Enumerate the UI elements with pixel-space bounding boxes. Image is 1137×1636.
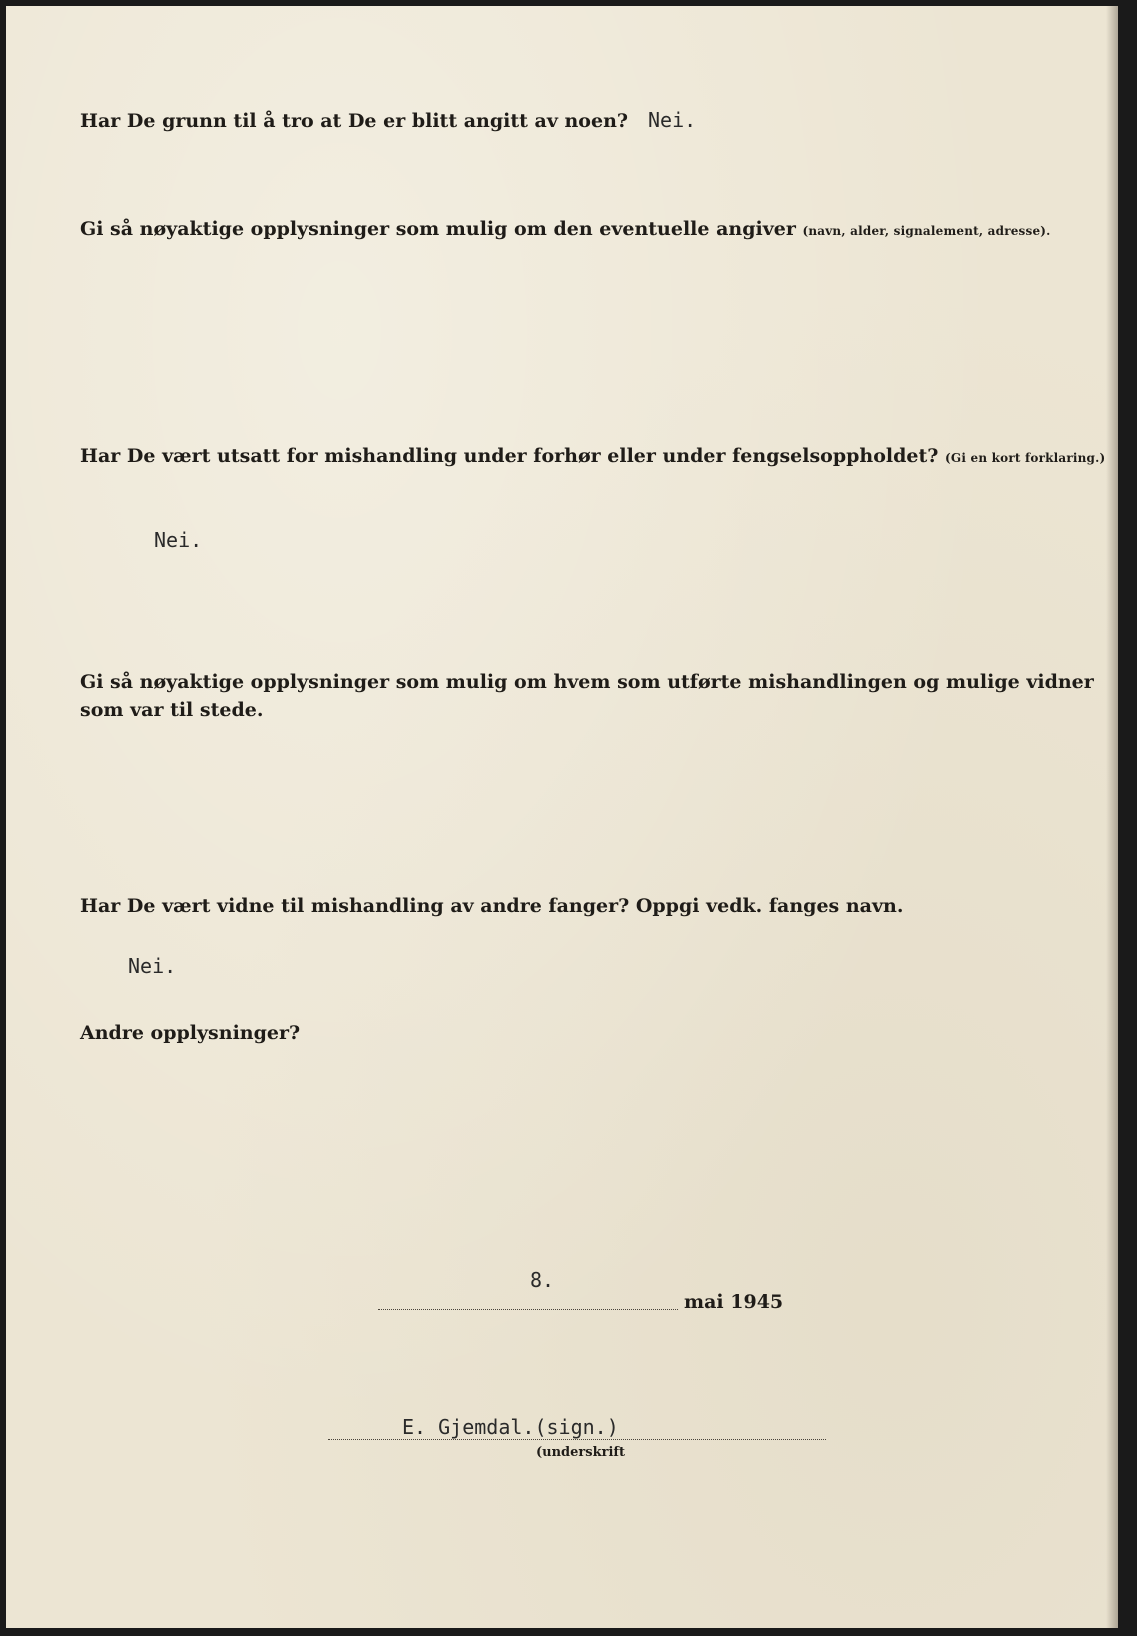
question-informer-note: (navn, alder, signalement, adresse). <box>802 224 1051 238</box>
question-perpetrators-line1: Gi så nøyaktige opplysninger som mulig om hvem som utførte mishandlingen og mulige vidner <box>80 671 1094 693</box>
document-page <box>6 6 1118 1628</box>
answer-mistreatment: Nei. <box>154 528 203 552</box>
question-informer-text: Gi så nøyaktige opplysninger som mulig om den eventuelle angiver <box>80 218 796 240</box>
question-mistreatment-note: (Gi en kort forklaring.) <box>945 451 1106 465</box>
date-month-year: mai 1945 <box>684 1291 784 1313</box>
page-edge-shadow <box>1106 6 1118 1628</box>
date-day: 8. <box>530 1268 555 1292</box>
question-other-info: Andre opplysninger? <box>80 1022 301 1044</box>
signature-dotted-line <box>328 1439 826 1440</box>
question-informer-details <box>80 215 1051 246</box>
question-mistreatment <box>80 442 1105 473</box>
answer-witness: Nei. <box>128 954 177 978</box>
question-denounced-text: Har De grunn til å tro at De er blitt angitt av noen? <box>80 110 629 132</box>
question-perpetrators-line2: som var til stede. <box>80 699 264 721</box>
signature-caption: (underskrift <box>536 1445 625 1460</box>
date-dotted-line <box>378 1309 678 1310</box>
question-witness: Har De vært vidne til mishandling av andre fanger? Oppgi vedk. fanges navn. <box>80 895 904 917</box>
signature-name: E. Gjemdal.(sign.) <box>402 1415 619 1439</box>
question-denounced <box>80 106 696 136</box>
answer-denounced: Nei. <box>648 108 697 132</box>
question-mistreatment-text: Har De vært utsatt for mishandling under forhør eller under fengselsoppholdet? <box>80 445 939 467</box>
